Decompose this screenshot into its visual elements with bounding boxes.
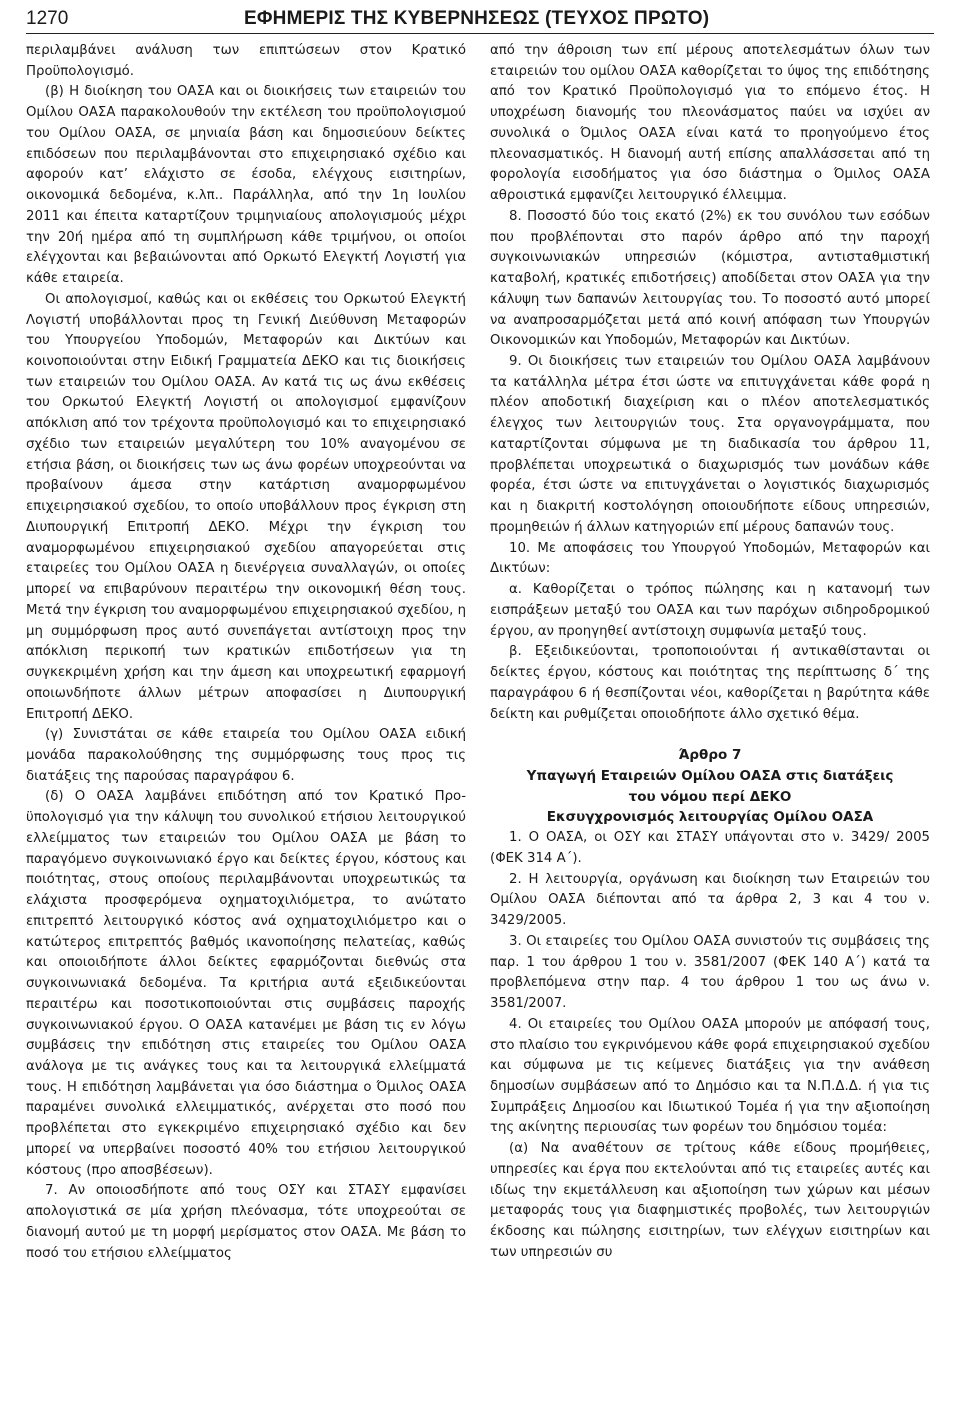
header-rule — [26, 33, 934, 34]
paragraph: 9. Οι διοικήσεις των εταιρειών του Ομίλου ΟΑΣΑ λαμβάνουν τα κατάλληλα μέτρα έτσι ώστε να επιτυγχάνεται κάθε φορά η πλέον αποδοτική διαχείριση και ο πλέον αποτελεσματικός έλεγχος των λειτουργιών τους. Στα οργανογράμματα, που καταρτίζονται σύμφωνα με τη διαδικασία του άρθρου 11, προβλέπεται υποχρεωτικά ο διαχωρισμός των μονάδων κάθε φορέα, έτσι ώστε να επιτυγχάνεται ο λογιστικός διαχωρισμός και η διακριτή κοστολόγηση οποιουδήποτε είδους υπηρεσιών, προμηθειών ή άλλων κατηγοριών επί μέρους δαπανών τους. — [490, 354, 930, 535]
paragraph: 7. Αν οποιοσδήποτε από τους ΟΣΥ και ΣΤΑΣΥ εμφανίσει απολογιστικά σε μία χρήση πλεόνασμα, τότε υποχρεούται σε διανομή αυτού με τη μορφή μερίσματος στον ΟΑΣΑ. Με βάση το ποσό του ετήσιου ελλείμματος — [26, 1183, 466, 1261]
paragraph: 8. Ποσοστό δύο τοις εκατό (2%) εκ του συνόλου των εσόδων που προβλέπονται στο παρόν άρθρο από την παροχή συγκοινωνιακών υπηρεσιών (κόμιστρα, αντισταθμιστική καταβολή, κρατικές επιδοτήσεις) αποδίδεται στον ΟΑΣΑ για την κάλυψη των δαπανών λειτουργίας του. Το ποσοστό αυτό μπορεί να αναπροσαρμόζεται μετά από κοινή απόφαση των Υπουργών Οικονομικών και Υποδομών, Μεταφορών και Δικτύων. — [490, 208, 930, 349]
paragraph: (γ) Συνιστάται σε κάθε εταιρεία του Ομίλου ΟΑΣΑ ειδική μονάδα παρακολούθησης της συμμόρφωσης τους προς τις διατάξεις της παρούσας παραγράφου 6. — [26, 727, 466, 784]
page-number: 1270 — [26, 8, 69, 29]
article-number: Άρθρο 7 — [678, 747, 742, 764]
paragraph: α. Καθορίζεται ο τρόπος πώλησης και η κατανομή των εισπράξεων μεταξύ του ΟΑΣΑ και των παρόχων σιδηροδρομικού έργου, αν προηγηθεί αντίστοιχη συμφωνία μεταξύ τους. — [490, 582, 930, 639]
paragraph: β. Εξειδικεύονται, τροποποιούνται ή αντικαθίστανται οι δείκτες έργου, κόστους και ποιότητας της περίπτωσης δ΄ της παραγράφου 6 ή θεσπίζονται νέοι, καθορίζεται η βαρύτητα κάθε δείκτη και ρυθμίζεται οποιοδήποτε άλλο σχετικό θέμα. — [490, 644, 930, 722]
paragraph: 2. Η λειτουργία, οργάνωση και διοίκηση των Εταιρειών του Ομίλου ΟΑΣΑ διέπονται από τα άρθρα 2, 3 και 4 του ν. 3429/2005. — [490, 871, 930, 929]
paragraph: 4. Οι εταιρείες του Ομίλου ΟΑΣΑ μπορούν με απόφασή τους, στο πλαίσιο του εγκρινόμενου κάθε φορά επιχειρησιακού σχεδίου και σύμφωνα με τις κείμενες διατάξεις για την ανάθεση δημοσίων συμβάσεων από το Δημόσιο και τα Ν.Π.Δ.Δ. ή για τις Συμπράξεις Δημοσίου και Ιδιωτικού Τομέα ή για την αξιοποίηση της ακίνητης περιουσίας των φορέων του δημόσιου τομέα: — [490, 1016, 930, 1136]
paragraph: (β) Η διοίκηση του ΟΑΣΑ και οι διοικήσεις των εταιρειών του Ομίλου ΟΑΣΑ παρακολουθούν την εκτέλεση του προϋπολογισμού του Ομίλου ΟΑΣΑ, σε μηνιαία βάση και δημοσιεύουν δείκτες επιδόσεων που περιλαμβάνονται στο επιχειρησιακό σχέδιο και αφορούν κατ’ ελάχιστο σε έσοδα, ελέγχους εισιτηρίων, οικονομικά δεδομένα, κ.λπ.. Παράλληλα, από την 1η Ιουλίου 2011 και έπειτα καταρτίζουν τριμηνιαίους απολογισμούς μέχρι την 20ή ημέρα από τη συμπλήρωση κάθε τριμήνου, οι οποίοι ελέγχονται και βεβαιώνονται από Ορκωτό Ελεγκτή Λογιστή για κάθε εταιρεία. — [26, 84, 466, 287]
paragraph: (α) Να αναθέτουν σε τρίτους κάθε είδους προμήθειες, υπηρεσίες και έργα που εκτελούνται από τις εταιρείες αυτές και ιδίως την εκμετάλλευση και αξιοποίηση των χώρων και μέσων μεταφοράς τους για διαφημιστικές προβολές, των λειτουργιών έκδοσης και πώλησης εισιτηρίων, των ελέγχων εισιτηρίων και των υπηρεσιών συ — [490, 1141, 930, 1260]
page-header — [26, 6, 934, 34]
journal-title: ΕΦΗΜΕΡΙΣ ΤΗΣ ΚΥΒΕΡΝΗΣΕΩΣ (ΤΕΥΧΟΣ ΠΡΩΤΟ) — [244, 8, 710, 29]
paragraph: περιλαμβάνει ανάλυση των επιπτώσεων στον Κρατικό Προϋπολογισμό. — [26, 43, 466, 79]
article-title-line-3: Εκσυγχρονισμός λειτουργίας Ομίλου ΟΑΣΑ — [546, 809, 874, 826]
left-column — [26, 41, 466, 1421]
paragraph: 3. Οι εταιρείες του Ομίλου ΟΑΣΑ συνιστούν τις συμβάσεις της παρ. 1 του άρθρου 1 του ν. 3581/2007 (ΦΕΚ 140 Α΄) κατά τα προβλεπόμενα στην παρ. 4 του άρθρου 1 του ως άνω ν. 3581/2007. — [490, 933, 930, 1012]
paragraph: από την άθροιση των επί μέρους αποτελεσμάτων όλων των εταιρειών του ομίλου ΟΑΣΑ καθορίζεται το ύψος της επιδότησης από τον Κρατικό Προϋπολογισμό για το επόμενο έτος. Η υποχρέωση διανομής του πλεονάσματος παύει να ισχύει αν συνολικά ο Όμιλος ΟΑΣΑ είναι κατά το προηγούμενο έτος πλεονασματικός. Η διανομή αυτή επίσης απαλλάσσεται από τη φορολογία εισοδήματος για όσο διάστημα ο Όμιλος ΟΑΣΑ αθροιστικά εμφανίζει λειτουργικό έλλειμμα. — [490, 43, 930, 204]
article-title-line-1: Υπαγωγή Εταιρειών Ομίλου ΟΑΣΑ στις διατάξεις — [526, 767, 894, 784]
paragraph: Οι απολογισμοί, καθώς και οι εκθέσεις του Ορκωτού Ελεγκτή Λογιστή υποβάλλονται προς τη Γενική Διεύθυνση Μεταφορών του Υπουργείου Υποδομών, Μεταφορών και Δικτύων και κοινοποιούνται στην Ειδική Γραμματεία ΔΕΚΟ και τις διοικήσεις των εταιρειών του Ομίλου ΟΑΣΑ. Αν κατά τις ως άνω εκθέσεις του Ορκωτού Ελεγκτή Λογιστή οι απολογισμοί εμφανίζουν απόκλιση από τον τρέχοντα προϋπολογισμό και το επιχειρησιακό σχέδιο των εταιρειών μεγαλύτερη του 10% αναγομένου σε ετήσια βάση, οι διοικήσεις των ως άνω φορέων υποχρεούνται να προβαίνουν άμεσα στην κατάρτιση αναμορφωμένου επιχειρησιακού σχεδίου, το οποίο υποβάλλουν προς έγκριση στη Διυπουργική Επιτροπή ΔΕΚΟ. Μέχρι την έγκριση του αναμορφωμένου επιχειρησιακού σχεδίου απαγορεύεται στις εταιρείες του Ομίλου ΟΑΣΑ η διενέργεια συναλλαγών, οι οποίες μπορεί να επιβαρύνουν περαιτέρω την οικονομική θέση τους. Μετά την έγκριση του αναμορφωμένου επιχειρησιακού σχεδίου, η μη συμμόρφωση προς αυτό συνεπάγεται αντίστοιχη προς την απόκλιση περικοπή των κρατικών επιδοτήσεων για τη συγκεκριμένη χρήση και την άμεση και υποχρεωτική εφαρμογή οποιωνδήποτε άλλων μέτρων αποφασίσει η Διυπουργική Επιτροπή ΔΕΚΟ. — [26, 291, 466, 722]
paragraph: 1. Ο ΟΑΣΑ, οι ΟΣΥ και ΣΤΑΣΥ υπάγονται στο ν. 3429/ 2005 (ΦΕΚ 314 Α΄). — [490, 830, 930, 866]
right-column — [490, 41, 930, 1421]
paragraph: 10. Με αποφάσεις του Υπουργού Υποδομών, Μεταφορών και Δικτύων: — [490, 540, 930, 577]
article-title-line-2: του νόμου περί ΔΕΚΟ — [628, 788, 792, 805]
paragraph: (δ) Ο ΟΑΣΑ λαμβάνει επιδότηση από τον Κρατικό Προϋπολογισμό για την κάλυψη του συνολικού ετήσιου λειτουργικού ελλείμματος των εταιρειών του Ομίλου ΟΑΣΑ με βάση το παραγόμενο συγκοινωνιακό έργο και δείκτες έργου, κόστους και ποιότητας, στους οποίους περιλαμβάνονται υποχρεωτικώς τα ελάχιστα προσφερόμενα οχηματοχιλιόμετρα, το ανώτατο επιτρεπτό λειτουργικό κόστος ανά οχηματοχιλιόμετρο και ο κατώτερος επιτρεπτός βαθμός ικανοποίησης πελατείας, καθώς και οποιοιδήποτε άλλοι δείκτες εφαρμόζονται διεθνώς στα συγκοινωνιακά δεδομένα. Τα κριτήρια αυτά εξειδικεύονται περαιτέρω και ποσοτικοποιούνται στις συμβάσεις παροχής συγκοινωνιακού έργου. Ο ΟΑΣΑ κατανέμει με βάση τις εν λόγω συμβάσεις την επιδότηση στις εταιρείες του Ομίλου ΟΑΣΑ ανάλογα με τις ανάγκες τους και τα λειτουργικά ελλείμματά τους. Η επιδότηση λαμβάνεται για όσο διάστημα ο Όμιλος ΟΑΣΑ παραμένει συνολικά ελλειμματικός, ανέρχεται στο ποσό που προβλέπεται στο εγκεκριμένο επιχειρησιακό σχέδιο και δεν μπορεί να υπερβαίνει ποσοστό 40% του ετήσιου λειτουργικού κόστους (προ αποσβέσεων). — [26, 789, 466, 1178]
